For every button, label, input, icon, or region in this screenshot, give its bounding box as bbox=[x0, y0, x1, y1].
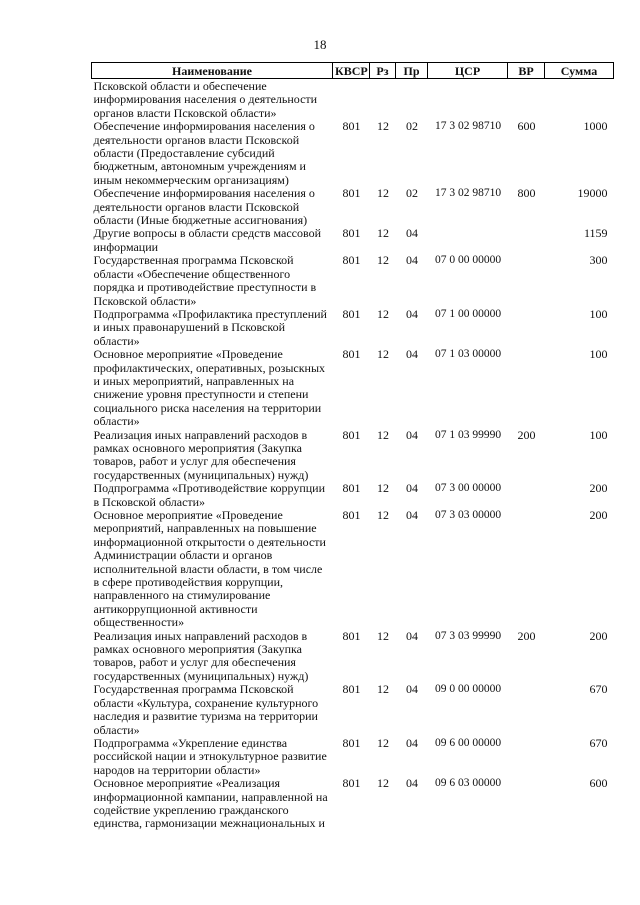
header-vr: ВР bbox=[508, 63, 545, 79]
cell-csr: 07 3 00 00000 bbox=[434, 482, 502, 495]
header-name: Наименование bbox=[92, 63, 333, 79]
cell-sum: 19000 bbox=[577, 186, 608, 201]
cell-name: Псковской области и обеспечение информирования населения о деятельности органов власти Псковской области» bbox=[93, 79, 318, 120]
cell-sum: 200 bbox=[589, 481, 608, 496]
cell-name: Подпрограмма «Укрепление единства российской нации и этнокультурное развитие народов на территории области» bbox=[93, 735, 327, 777]
cell-csr: 07 0 00 00000 bbox=[434, 254, 502, 267]
cell-rz: 12 bbox=[377, 253, 389, 268]
cell-vr: 200 bbox=[517, 628, 536, 643]
cell-sum: 100 bbox=[589, 347, 608, 362]
cell-csr: 17 3 02 98710 bbox=[434, 120, 502, 133]
table-row bbox=[92, 348, 614, 428]
cell-kvsr: 801 bbox=[342, 186, 361, 201]
cell-pr: 04 bbox=[406, 628, 418, 643]
cell-sum: 670 bbox=[589, 682, 608, 697]
cell-pr bbox=[396, 79, 428, 121]
cell-rz: 12 bbox=[377, 735, 389, 750]
cell-vr bbox=[508, 348, 545, 428]
cell-vr bbox=[508, 308, 545, 348]
table-row bbox=[92, 79, 614, 121]
cell-rz: 12 bbox=[377, 347, 389, 362]
header-kvsr: КВСР bbox=[333, 63, 370, 79]
table-row bbox=[92, 482, 614, 509]
cell-sum: 1159 bbox=[583, 226, 608, 241]
table-row bbox=[92, 254, 614, 308]
cell-csr: 07 3 03 00000 bbox=[434, 509, 502, 521]
cell-kvsr: 801 bbox=[342, 347, 361, 362]
cell-pr: 04 bbox=[406, 347, 418, 362]
cell-vr: 200 bbox=[517, 427, 536, 442]
cell-rz: 12 bbox=[377, 508, 389, 522]
cell-rz: 12 bbox=[377, 306, 389, 321]
cell-csr: 07 1 03 99990 bbox=[434, 428, 502, 441]
cell-pr: 04 bbox=[406, 508, 418, 522]
cell-name: Обеспечение информирования населения о деятельности органов власти Псковской области (Иные бюджетные ассигнования) bbox=[93, 186, 315, 228]
cell-pr: 04 bbox=[406, 481, 418, 496]
cell-name: Государственная программа Псковской области «Культура, сохранение культурного наследия и развитие туризма на территории области» bbox=[93, 682, 319, 737]
cell-vr bbox=[508, 254, 545, 308]
table-row bbox=[92, 630, 614, 684]
cell-name: Реализация иных направлений расходов в рамках основного мероприятия (Закупка товаров, работ и услуг для обеспечения государственных (муниципальных) нужд) bbox=[93, 427, 309, 482]
cell-vr bbox=[508, 227, 545, 254]
cell-vr bbox=[508, 737, 545, 777]
cell-sum: 600 bbox=[589, 776, 608, 791]
cell-csr: 07 1 00 00000 bbox=[434, 307, 502, 320]
cell-rz: 12 bbox=[377, 776, 389, 791]
cell-name: Основное мероприятие «Проведение профилактических, оперативных, розыскных и иных мероприятий, направленных на снижение уровня преступности и степени социального риска населения на территории области» bbox=[93, 347, 326, 429]
cell-pr: 02 bbox=[406, 186, 418, 201]
cell-kvsr: 801 bbox=[342, 226, 361, 241]
table-body bbox=[92, 79, 614, 831]
cell-vr: 600 bbox=[517, 119, 536, 134]
cell-csr: 09 6 03 00000 bbox=[434, 777, 502, 790]
cell-name: Подпрограмма «Противодействие коррупции в Псковской области» bbox=[93, 481, 326, 509]
cell-vr: 800 bbox=[517, 186, 536, 201]
table-row bbox=[92, 308, 614, 348]
cell-pr: 04 bbox=[406, 735, 418, 750]
cell-rz: 12 bbox=[377, 186, 389, 201]
table-header-row bbox=[92, 63, 614, 79]
cell-rz: 12 bbox=[377, 226, 389, 241]
table-row bbox=[92, 429, 614, 483]
cell-csr: 17 3 02 98710 bbox=[434, 187, 502, 200]
page-number: 18 bbox=[313, 37, 327, 52]
cell-name: Государственная программа Псковской области «Обеспечение общественного порядка и противодействие преступности в Псковской области» bbox=[93, 253, 317, 308]
header-pr: Пр bbox=[396, 63, 428, 79]
cell-csr: 09 0 00 00000 bbox=[434, 683, 502, 696]
cell-sum: 300 bbox=[589, 253, 608, 268]
cell-vr bbox=[508, 482, 545, 509]
cell-vr bbox=[508, 79, 545, 121]
cell-kvsr: 801 bbox=[342, 682, 361, 697]
table-row bbox=[92, 227, 614, 254]
cell-rz: 12 bbox=[377, 481, 389, 496]
cell-kvsr: 801 bbox=[342, 427, 361, 442]
cell-rz: 12 bbox=[377, 427, 389, 442]
cell-rz: 12 bbox=[377, 119, 389, 134]
cell-sum: 100 bbox=[589, 306, 608, 321]
cell-rz bbox=[370, 79, 396, 121]
cell-vr bbox=[508, 777, 545, 831]
cell-name: Реализация иных направлений расходов в рамках основного мероприятия (Закупка товаров, работ и услуг для обеспечения государственных (муниципальных) нужд) bbox=[93, 628, 309, 683]
cell-sum: 670 bbox=[589, 735, 608, 750]
cell-pr: 04 bbox=[406, 427, 418, 442]
cell-pr: 04 bbox=[406, 776, 418, 791]
cell-kvsr: 801 bbox=[342, 628, 361, 643]
cell-name: Основное мероприятие «Реализация информационной кампании, направленной на содействие укреплению гражданского единства, гармонизации межнациональных и bbox=[93, 776, 328, 831]
cell-csr bbox=[428, 227, 508, 254]
cell-sum: 1000 bbox=[583, 119, 608, 134]
cell-csr bbox=[428, 79, 508, 121]
cell-name: Основное мероприятие «Проведение мероприятий, направленных на повышение информационной открытости о деятельности Администрации области и органов исполнительной власти области, в том числе в сфере противодействия коррупции, направленного на стимулирование антикоррупционной активности общественности» bbox=[93, 508, 326, 630]
table-row bbox=[92, 777, 614, 831]
cell-vr bbox=[508, 509, 545, 630]
cell-kvsr: 801 bbox=[342, 508, 361, 522]
cell-pr: 04 bbox=[406, 226, 418, 241]
cell-rz: 12 bbox=[377, 628, 389, 643]
cell-sum bbox=[545, 79, 614, 121]
cell-rz: 12 bbox=[377, 682, 389, 697]
cell-pr: 04 bbox=[406, 306, 418, 321]
cell-pr: 04 bbox=[406, 682, 418, 697]
cell-kvsr: 801 bbox=[342, 776, 361, 791]
cell-name: Обеспечение информирования населения о деятельности органов власти Псковской области (Предоставление субсидий бюджетным, автономным учреждениям и иным некоммерческим организациям) bbox=[93, 119, 315, 187]
cell-name: Другие вопросы в области средств массовой информации bbox=[93, 226, 322, 254]
table-row bbox=[92, 737, 614, 777]
cell-kvsr bbox=[333, 79, 370, 121]
cell-kvsr: 801 bbox=[342, 119, 361, 134]
header-csr: ЦСР bbox=[428, 63, 508, 79]
cell-pr: 04 bbox=[406, 253, 418, 268]
table-row bbox=[92, 683, 614, 737]
table-row bbox=[92, 120, 614, 187]
table-row bbox=[92, 509, 614, 630]
cell-sum: 200 bbox=[589, 628, 608, 643]
cell-kvsr: 801 bbox=[342, 306, 361, 321]
budget-table bbox=[91, 62, 614, 831]
cell-sum: 200 bbox=[589, 508, 608, 522]
cell-kvsr: 801 bbox=[342, 481, 361, 496]
cell-name: Подпрограмма «Профилактика преступлений и иных правонарушений в Псковской области» bbox=[93, 306, 327, 348]
cell-vr bbox=[508, 683, 545, 737]
cell-pr: 02 bbox=[406, 119, 418, 134]
cell-sum: 100 bbox=[589, 427, 608, 442]
table-row bbox=[92, 187, 614, 227]
cell-csr: 07 3 03 99990 bbox=[434, 629, 502, 642]
header-sum: Сумма bbox=[545, 63, 614, 79]
cell-kvsr: 801 bbox=[342, 735, 361, 750]
cell-csr: 09 6 00 00000 bbox=[434, 736, 502, 749]
cell-csr: 07 1 03 00000 bbox=[434, 348, 502, 361]
cell-kvsr: 801 bbox=[342, 253, 361, 268]
header-rz: Рз bbox=[370, 63, 396, 79]
